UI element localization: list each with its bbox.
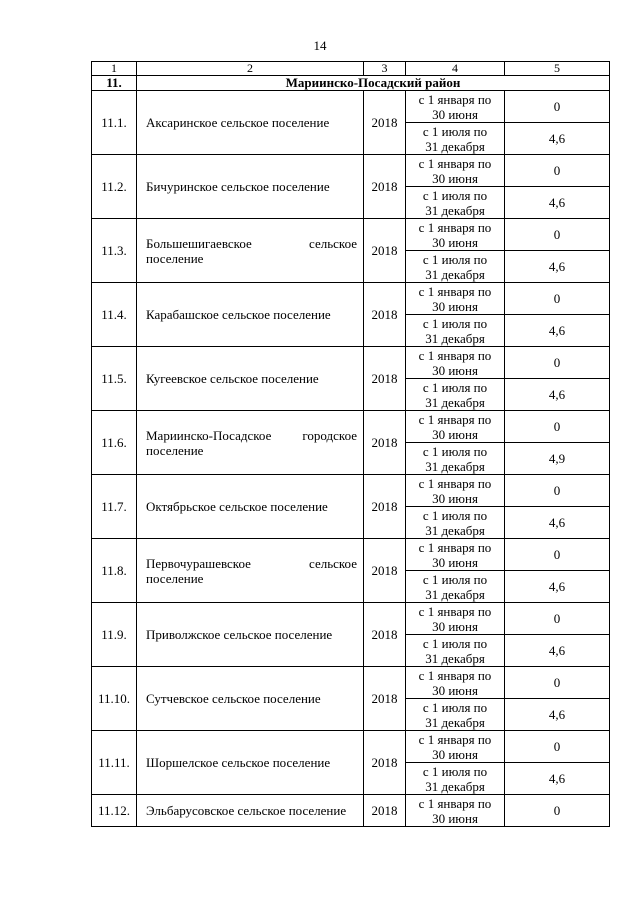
settlement-name: Аксаринское сельское поселение [137, 91, 364, 155]
period-start-text: с 1 июля по [422, 315, 488, 331]
period-cell [406, 315, 505, 347]
column-header: 4 [406, 62, 505, 76]
table-row [92, 219, 610, 251]
period-start-text: с 1 января по [418, 155, 492, 171]
year-cell: 2018 [364, 475, 406, 539]
settlement-name: Большешигаевское сельское поселение [137, 219, 364, 283]
period-end-text: 30 июня [432, 810, 478, 826]
period-cell [406, 603, 505, 635]
table-row [92, 283, 610, 315]
period-end-text: 31 декабря [425, 586, 485, 602]
table-row [92, 539, 610, 571]
period-start-text: с 1 июля по [422, 507, 488, 523]
column-header: 2 [137, 62, 364, 76]
period-start-text: с 1 января по [418, 283, 492, 299]
period-cell [406, 443, 505, 475]
settlement-name: Первочурашевское сельское поселение [137, 539, 364, 603]
period-end-text: 30 июня [432, 106, 478, 122]
settlement-name: Мариинско-Посадское городское поселение [137, 411, 364, 475]
year-cell: 2018 [364, 795, 406, 827]
period-end-text: 31 декабря [425, 714, 485, 730]
period-cell [406, 347, 505, 379]
year-cell: 2018 [364, 667, 406, 731]
settlement-name: Бичуринское сельское поселение [137, 155, 364, 219]
year-cell: 2018 [364, 219, 406, 283]
settlement-name: Карабашское сельское поселение [137, 283, 364, 347]
rate-value: 4,6 [505, 251, 610, 283]
region-title: Мариинско-Посадский район [137, 76, 610, 91]
region-row [92, 76, 610, 91]
header-row [92, 62, 610, 76]
row-number: 11.5. [92, 347, 137, 411]
settlement-name: Октябрьское сельское поселение [137, 475, 364, 539]
column-header: 5 [505, 62, 610, 76]
period-end-text: 30 июня [432, 618, 478, 634]
column-header: 3 [364, 62, 406, 76]
table-row [92, 91, 610, 123]
rate-value: 0 [505, 795, 610, 827]
rate-value: 4,6 [505, 763, 610, 795]
period-start-text: с 1 января по [418, 219, 492, 235]
rate-value: 0 [505, 411, 610, 443]
period-cell [406, 475, 505, 507]
row-number: 11.6. [92, 411, 137, 475]
period-start-text: с 1 января по [418, 731, 492, 747]
period-cell [406, 283, 505, 315]
period-end-text: 31 декабря [425, 522, 485, 538]
table-row [92, 795, 610, 827]
period-end-text: 30 июня [432, 746, 478, 762]
period-start-text: с 1 июля по [422, 251, 488, 267]
period-cell [406, 379, 505, 411]
period-cell [406, 539, 505, 571]
year-cell: 2018 [364, 283, 406, 347]
period-cell [406, 187, 505, 219]
period-start-text: с 1 января по [418, 411, 492, 427]
rate-value: 0 [505, 731, 610, 763]
period-end-text: 30 июня [432, 682, 478, 698]
rates-table [91, 61, 610, 827]
table-body [92, 62, 610, 827]
period-end-text: 30 июня [432, 362, 478, 378]
period-end-text: 30 июня [432, 298, 478, 314]
year-cell: 2018 [364, 91, 406, 155]
row-number: 11.12. [92, 795, 137, 827]
rate-value: 4,6 [505, 123, 610, 155]
period-cell [406, 635, 505, 667]
period-start-text: с 1 июля по [422, 699, 488, 715]
period-end-text: 31 декабря [425, 458, 485, 474]
rate-value: 4,6 [505, 187, 610, 219]
region-number: 11. [92, 76, 137, 91]
rate-value: 0 [505, 155, 610, 187]
row-number: 11.3. [92, 219, 137, 283]
period-start-text: с 1 января по [418, 667, 492, 683]
period-start-text: с 1 июля по [422, 187, 488, 203]
period-cell [406, 699, 505, 731]
period-cell [406, 155, 505, 187]
period-end-text: 30 июня [432, 554, 478, 570]
period-start-text: с 1 июля по [422, 123, 488, 139]
rate-value: 0 [505, 539, 610, 571]
period-cell [406, 219, 505, 251]
row-number: 11.10. [92, 667, 137, 731]
year-cell: 2018 [364, 155, 406, 219]
row-number: 11.1. [92, 91, 137, 155]
table-row [92, 155, 610, 187]
table-row [92, 603, 610, 635]
period-cell [406, 795, 505, 827]
rate-value: 4,6 [505, 379, 610, 411]
period-cell [406, 731, 505, 763]
settlement-name: Кугеевское сельское поселение [137, 347, 364, 411]
period-start-text: с 1 июля по [422, 571, 488, 587]
period-end-text: 30 июня [432, 170, 478, 186]
period-start-text: с 1 января по [418, 347, 492, 363]
period-cell [406, 571, 505, 603]
table-row [92, 347, 610, 379]
period-end-text: 31 декабря [425, 138, 485, 154]
rate-value: 4,6 [505, 315, 610, 347]
rate-value: 0 [505, 603, 610, 635]
period-end-text: 31 декабря [425, 266, 485, 282]
rate-value: 0 [505, 667, 610, 699]
period-start-text: с 1 января по [418, 795, 492, 811]
period-end-text: 30 июня [432, 426, 478, 442]
rate-value: 4,6 [505, 635, 610, 667]
period-cell [406, 251, 505, 283]
year-cell: 2018 [364, 347, 406, 411]
row-number: 11.8. [92, 539, 137, 603]
period-cell [406, 763, 505, 795]
period-start-text: с 1 июля по [422, 443, 488, 459]
rate-value: 0 [505, 475, 610, 507]
period-start-text: с 1 января по [418, 475, 492, 491]
rate-value: 0 [505, 283, 610, 315]
rate-value: 4,6 [505, 699, 610, 731]
period-end-text: 30 июня [432, 490, 478, 506]
period-start-text: с 1 июля по [422, 763, 488, 779]
row-number: 11.11. [92, 731, 137, 795]
rate-value: 0 [505, 219, 610, 251]
column-header: 1 [92, 62, 137, 76]
period-end-text: 31 декабря [425, 330, 485, 346]
period-end-text: 31 декабря [425, 650, 485, 666]
rate-value: 4,9 [505, 443, 610, 475]
rate-value: 0 [505, 347, 610, 379]
rate-value: 4,6 [505, 571, 610, 603]
page-number: 14 [313, 38, 327, 53]
year-cell: 2018 [364, 539, 406, 603]
period-end-text: 31 декабря [425, 778, 485, 794]
period-start-text: с 1 июля по [422, 635, 488, 651]
table-row [92, 411, 610, 443]
period-start-text: с 1 января по [418, 91, 492, 107]
settlement-name: Сутчевское сельское поселение [137, 667, 364, 731]
period-cell [406, 667, 505, 699]
table-row [92, 667, 610, 699]
settlement-name: Эльбарусовское сельское поселение [137, 795, 364, 827]
period-end-text: 31 декабря [425, 394, 485, 410]
year-cell: 2018 [364, 411, 406, 475]
period-start-text: с 1 января по [418, 539, 492, 555]
rate-value: 4,6 [505, 507, 610, 539]
rate-value: 0 [505, 91, 610, 123]
period-cell [406, 507, 505, 539]
table-row [92, 475, 610, 507]
year-cell: 2018 [364, 603, 406, 667]
period-start-text: с 1 января по [418, 603, 492, 619]
period-cell [406, 123, 505, 155]
settlement-name: Приволжское сельское поселение [137, 603, 364, 667]
row-number: 11.7. [92, 475, 137, 539]
period-cell [406, 411, 505, 443]
period-cell [406, 91, 505, 123]
settlement-name: Шоршелское сельское поселение [137, 731, 364, 795]
row-number: 11.4. [92, 283, 137, 347]
row-number: 11.9. [92, 603, 137, 667]
year-cell: 2018 [364, 731, 406, 795]
table-row [92, 731, 610, 763]
row-number: 11.2. [92, 155, 137, 219]
period-end-text: 31 декабря [425, 202, 485, 218]
period-end-text: 30 июня [432, 234, 478, 250]
period-start-text: с 1 июля по [422, 379, 488, 395]
